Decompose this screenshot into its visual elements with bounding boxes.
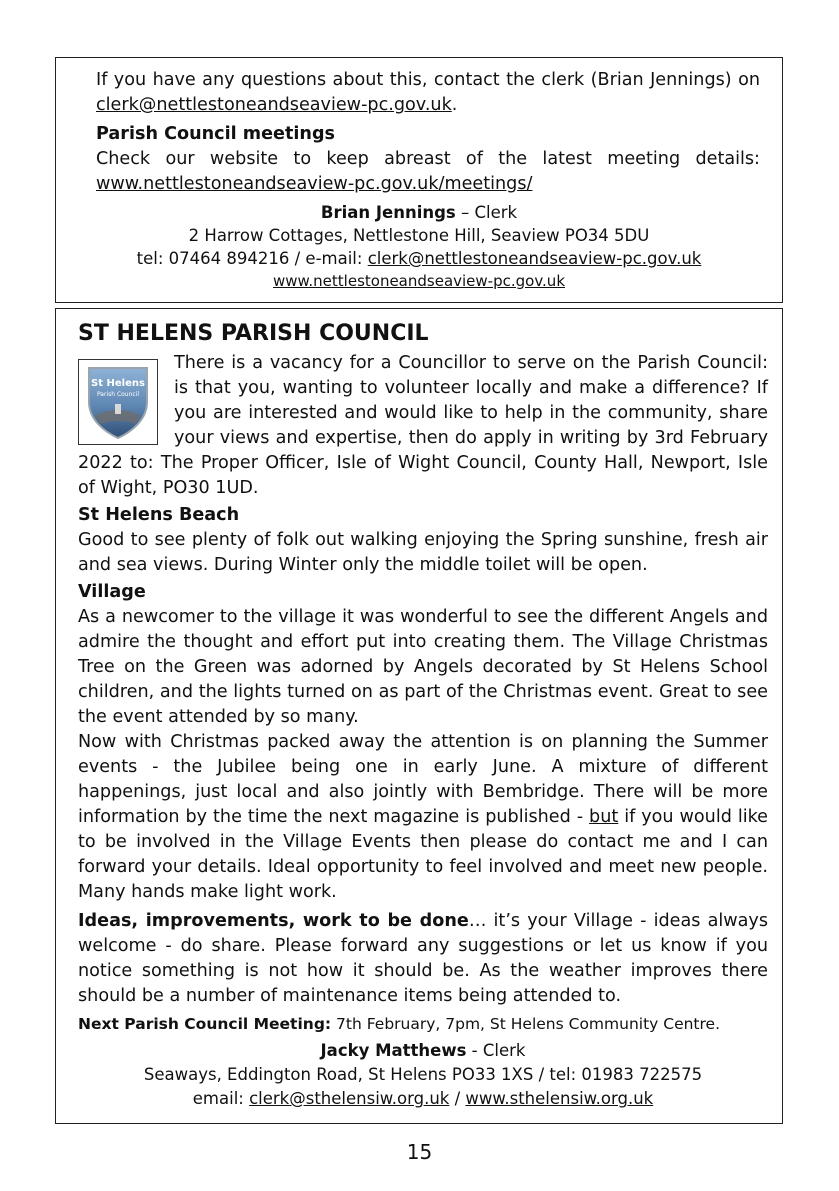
meetings-heading: Parish Council meetings xyxy=(96,124,336,144)
contact-text: If you have any questions about this, contact the clerk (Brian Jennings) on xyxy=(96,70,760,90)
nettlestone-contact-block xyxy=(78,201,760,292)
beach-heading: St Helens Beach xyxy=(78,505,240,525)
meeting-paragraph xyxy=(78,1013,768,1036)
section-title: ST HELENS PARISH COUNCIL xyxy=(78,321,429,346)
crest-line1: St Helens xyxy=(91,378,145,389)
village-heading: Village xyxy=(78,582,146,602)
meetings-text: Check our website to keep abreast of the latest meeting details: xyxy=(96,149,760,169)
crest-line2: Parish Council xyxy=(96,391,140,398)
village-paragraph-2 xyxy=(78,730,768,905)
meetings-link-line xyxy=(96,172,760,197)
contact-email-link[interactable]: clerk@nettlestoneandseaview-pc.gov.uk xyxy=(96,95,452,115)
sthelens-website-link[interactable]: www.sthelensiw.org.uk xyxy=(465,1089,654,1108)
sthelens-clerk-role: - Clerk xyxy=(466,1041,526,1060)
sthelens-contact-block xyxy=(78,1039,768,1111)
contact-paragraph xyxy=(96,68,760,118)
clerk-line xyxy=(78,201,760,224)
clerk-tel-line xyxy=(78,247,760,270)
sthelens-clerk-name: Jacky Matthews xyxy=(320,1041,467,1060)
meetings-link[interactable]: www.nettlestoneandseaview-pc.gov.uk/meetings/ xyxy=(96,174,533,194)
meeting-bold: Next Parish Council Meeting: xyxy=(78,1015,332,1033)
village-text-2a: Now with Christmas packed away the attention is on planning the Summer events - the Jubilee being one in early June. A mixture of different happenings, just local and also jointly with Bembridge. There will be more information by the time the next magazine is published - xyxy=(78,732,768,827)
parish-crest-logo xyxy=(78,359,158,445)
meetings-paragraph xyxy=(96,147,760,172)
sthelens-email-link[interactable]: clerk@sthelensiw.org.uk xyxy=(249,1089,450,1108)
ideas-text: … it’s your Village - ideas always welcome - do share. Please forward any suggestions or let us know if you notice something is not how it should be. As the weather improves there should be a number of maintenance items being attended to. xyxy=(78,911,769,1006)
but-underlined: but xyxy=(589,807,619,827)
nettlestone-section xyxy=(55,57,783,303)
ideas-bold: Ideas, improvements, work to be done xyxy=(78,911,469,931)
separator: / xyxy=(449,1089,466,1108)
sthelens-clerk-line xyxy=(78,1039,768,1063)
website-link[interactable]: www.nettlestoneandseaview-pc.gov.uk xyxy=(272,272,566,290)
village-paragraph-1: As a newcomer to the village it was wonderful to see the different Angels and admire the thought and effort put into creating them. The Village Christmas Tree on the Green was adorned by Angels decorated by St Helens School children, and the lights turned on as part of the Christmas event. Great to see the event attended by so many. xyxy=(78,607,768,727)
vacancy-paragraph: There is a vacancy for a Councillor to serve on the Parish Council: is that you, wanting to volunteer locally and make a difference? If you are interested and would like to help in the community, share your views and expertise, then do apply in writing by 3rd February 2022 to: The Proper Officer, Isle of Wight Council, County Hall, Newport, Isle of Wight, PO30 1UD. xyxy=(78,353,768,498)
clerk-role: – Clerk xyxy=(455,203,518,222)
email-label: email: xyxy=(192,1089,250,1108)
tel-label: tel: 07464 894216 / e-mail: xyxy=(136,249,368,268)
sthelens-email-line xyxy=(78,1087,768,1111)
period: . xyxy=(451,95,458,115)
beach-paragraph: Good to see plenty of folk out walking enjoying the Spring sunshine, fresh air and sea views. During Winter only the middle toilet will be open. xyxy=(78,530,768,575)
ideas-paragraph xyxy=(78,909,768,1009)
sthelens-address: Seaways, Eddington Road, St Helens PO33 1XS / tel: 01983 722575 xyxy=(143,1065,703,1084)
clerk-name: Brian Jennings xyxy=(320,203,456,222)
clerk-address: 2 Harrow Cottages, Nettlestone Hill, Seaview PO34 5DU xyxy=(188,226,650,245)
sthelens-section xyxy=(55,308,783,1124)
website-line xyxy=(78,270,760,292)
page-number: 15 xyxy=(406,1140,433,1164)
clerk-email-link[interactable]: clerk@nettlestoneandseaview-pc.gov.uk xyxy=(367,249,702,268)
village-text-2b: if you would like to be involved in the Village Events then please do contact me and I can forward your details. Ideal opportunity to feel involved and meet new people. Many hands make light work. xyxy=(78,807,768,902)
shield-icon xyxy=(85,364,151,440)
meeting-text: 7th February, 7pm, St Helens Community Centre. xyxy=(331,1015,721,1033)
